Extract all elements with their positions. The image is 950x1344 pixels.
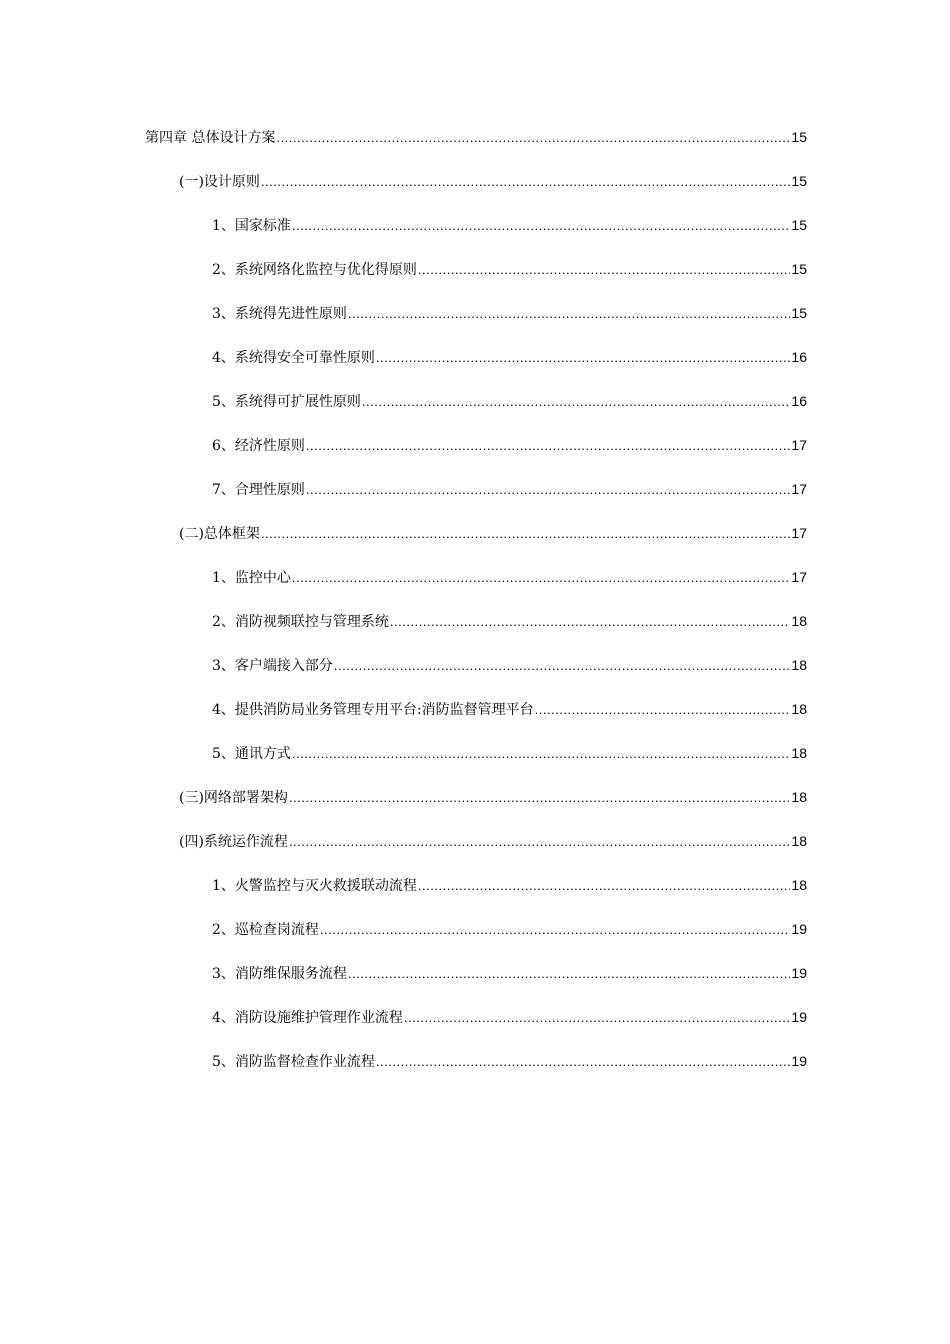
- toc-page-number: 15: [791, 261, 807, 277]
- toc-entry-title: 4、消防设施维护管理作业流程: [212, 1010, 403, 1026]
- toc-dot-leader: [276, 125, 790, 151]
- toc-entry-title: 3、客户端接入部分: [212, 658, 333, 674]
- toc-dot-leader: [306, 433, 791, 459]
- toc-page-number: 18: [791, 657, 807, 673]
- toc-page-number: 17: [791, 569, 807, 585]
- toc-entry[interactable]: [145, 1048, 807, 1092]
- toc-page-number: 19: [791, 965, 807, 981]
- toc-entry-title: 4、系统得安全可靠性原则: [212, 350, 375, 366]
- toc-page-number: 18: [791, 701, 807, 717]
- toc-entry[interactable]: [145, 696, 807, 740]
- toc-entry[interactable]: [145, 652, 807, 696]
- toc-dot-leader: [376, 345, 791, 371]
- toc-entry-title: 4、提供消防局业务管理专用平台:消防监督管理平台: [212, 702, 534, 718]
- toc-entry[interactable]: [145, 168, 807, 212]
- toc-dot-leader: [348, 961, 791, 987]
- toc-entry-title: 第四章 总体设计方案: [145, 130, 276, 146]
- toc-dot-leader: [292, 565, 791, 591]
- toc-page-number: 17: [791, 525, 807, 541]
- toc-page-number: 18: [791, 613, 807, 629]
- toc-entry[interactable]: [145, 960, 807, 1004]
- toc-entry[interactable]: [145, 916, 807, 960]
- toc-entry[interactable]: [145, 740, 807, 784]
- toc-entry[interactable]: [145, 124, 807, 168]
- toc-page-number: 18: [791, 789, 807, 805]
- toc-page-number: 19: [791, 1009, 807, 1025]
- toc-entry-title: 3、系统得先进性原则: [212, 306, 347, 322]
- toc-page-number: 18: [791, 877, 807, 893]
- toc-page-number: 19: [791, 921, 807, 937]
- toc-page-number: 16: [791, 393, 807, 409]
- table-of-contents: [145, 124, 807, 1092]
- toc-entry[interactable]: [145, 828, 807, 872]
- toc-dot-leader: [348, 301, 791, 327]
- toc-page-number: 18: [791, 745, 807, 761]
- toc-dot-leader: [289, 829, 790, 855]
- toc-entry[interactable]: [145, 784, 807, 828]
- toc-page-number: 17: [791, 481, 807, 497]
- toc-dot-leader: [362, 389, 791, 415]
- toc-entry[interactable]: [145, 608, 807, 652]
- toc-dot-leader: [292, 213, 791, 239]
- toc-entry[interactable]: [145, 300, 807, 344]
- toc-entry-title: 1、监控中心: [212, 570, 291, 586]
- toc-entry[interactable]: [145, 476, 807, 520]
- toc-dot-leader: [418, 257, 791, 283]
- toc-entry-title: (一)设计原则: [179, 174, 260, 190]
- toc-dot-leader: [289, 785, 790, 811]
- toc-dot-leader: [418, 873, 791, 899]
- toc-entry-title: 2、系统网络化监控与优化得原则: [212, 262, 417, 278]
- toc-entry[interactable]: [145, 520, 807, 564]
- toc-page-number: 15: [791, 129, 807, 145]
- toc-dot-leader: [535, 697, 791, 723]
- toc-page-number: 18: [791, 833, 807, 849]
- toc-page-number: 15: [791, 173, 807, 189]
- toc-dot-leader: [261, 521, 790, 547]
- toc-entry[interactable]: [145, 872, 807, 916]
- toc-page-number: 16: [791, 349, 807, 365]
- toc-entry-title: (二)总体框架: [179, 526, 260, 542]
- toc-entry-title: 3、消防维保服务流程: [212, 966, 347, 982]
- toc-entry[interactable]: [145, 432, 807, 476]
- toc-entry-title: 2、消防视频联控与管理系统: [212, 614, 389, 630]
- toc-entry-title: 2、巡检查岗流程: [212, 922, 319, 938]
- toc-dot-leader: [320, 917, 791, 943]
- toc-entry-title: (四)系统运作流程: [179, 834, 288, 850]
- toc-dot-leader: [334, 653, 791, 679]
- toc-entry-title: 1、火警监控与灭火救援联动流程: [212, 878, 417, 894]
- toc-dot-leader: [306, 477, 791, 503]
- toc-entry-title: 1、国家标准: [212, 218, 291, 234]
- toc-dot-leader: [390, 609, 791, 635]
- toc-entry[interactable]: [145, 344, 807, 388]
- toc-page-number: 15: [791, 217, 807, 233]
- toc-page-number: 15: [791, 305, 807, 321]
- toc-page-number: 19: [791, 1053, 807, 1069]
- toc-entry-title: 5、消防监督检查作业流程: [212, 1054, 375, 1070]
- toc-entry[interactable]: [145, 1004, 807, 1048]
- toc-entry[interactable]: [145, 256, 807, 300]
- toc-dot-leader: [292, 741, 791, 767]
- toc-entry[interactable]: [145, 212, 807, 256]
- toc-page-number: 17: [791, 437, 807, 453]
- toc-entry[interactable]: [145, 564, 807, 608]
- toc-entry-title: (三)网络部署架构: [179, 790, 288, 806]
- toc-entry-title: 5、系统得可扩展性原则: [212, 394, 361, 410]
- toc-entry-title: 5、通讯方式: [212, 746, 291, 762]
- toc-dot-leader: [376, 1049, 791, 1075]
- toc-dot-leader: [404, 1005, 791, 1031]
- toc-entry-title: 6、经济性原则: [212, 438, 305, 454]
- toc-entry[interactable]: [145, 388, 807, 432]
- toc-dot-leader: [261, 169, 790, 195]
- toc-entry-title: 7、合理性原则: [212, 482, 305, 498]
